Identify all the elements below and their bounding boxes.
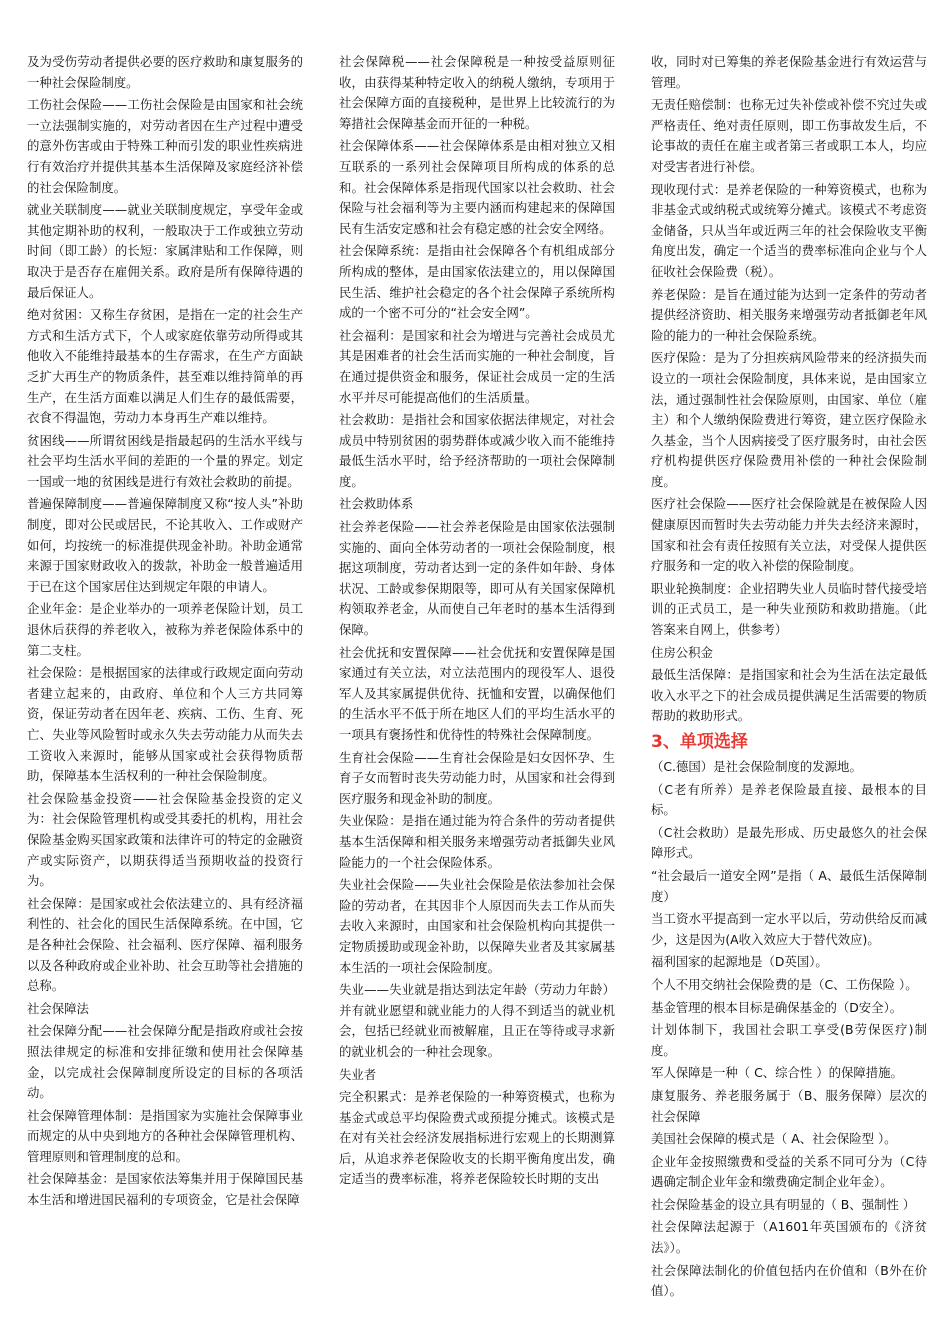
section-heading: 3、单项选择 <box>651 732 748 752</box>
paragraph: （C老有所养）是养老保险最直接、最根本的目标。 <box>651 781 927 818</box>
paragraph: （C社会救助）是最先形成、历史最悠久的社会保障形式。 <box>651 824 927 861</box>
paragraph: 社会救助体系 <box>339 496 414 512</box>
paragraph: 当工资水平提高到一定水平以后，劳动供给反而减少，这是因为(A收入效应大于替代效应)。 <box>651 911 927 947</box>
paragraph: 就业关联制度——就业关联制度规定，享受年金或其他定期补助的权利，一般取决于工作或独立劳动时间（即工龄）的长短：家属津贴和工作保障，则取决于是否存在雇佣关系。政府是所有保障待遇的最后保证人。 <box>27 202 303 300</box>
paragraph: 失业——失业就是指达到法定年龄（劳动力年龄）并有就业愿望和就业能力的人得不到适当的就业机会，包括已经就业而被解雇，且正在等待或寻求新的就业机会的一种社会现象。 <box>339 982 615 1059</box>
paragraph: 社会保障法 <box>27 1000 89 1016</box>
paragraph: 美国社会保障的模式是（ A、社会保险型 ）。 <box>651 1131 897 1147</box>
paragraph: 收，同时对已筹集的养老保险基金进行有效运营与管理。 <box>651 54 927 90</box>
paragraph: 个人不用交纳社会保险费的是（C、工伤保险 ）。 <box>651 976 918 992</box>
paragraph: 福利国家的起源地是（D英国）。 <box>651 954 828 970</box>
paragraph: 社会保障分配——社会保障分配是指政府或社会按照法律规定的标准和安排征缴和使用社会保障基金，以完成社会保障制度所设定的目标的各项活动。 <box>27 1023 303 1101</box>
paragraph: 完全积累式：是养老保险的一种筹资模式，也称为基金式或总平均保险费式或预提分摊式。该模式是在对有关社会经济发展指标进行宏观上的长期测算后，从追求养老保险收支的长期平衡角度出发，确定适当的费率标准，将养老保险较长时期的支出 <box>339 1089 615 1187</box>
paragraph: 失业保险：是指在通过能为符合条件的劳动者提供基本生活保障和相关服务来增强劳动者抵御失业风险能力的一个社会保险体系。 <box>339 813 615 870</box>
paragraph: 普遍保障制度——普遍保障制度又称“按人头”补助制度，即对公民或居民，不论其收入、工作或财产如何，均按统一的标准提供现金补助。补助金通常来源于国家财政收入的拨款，补助金一般普遍适用于已在这个国家居住达到规定年限的申请人。 <box>27 496 303 594</box>
paragraph: 社会保障法制化的价值包括内在价值和（B外在价值）。 <box>651 1262 927 1299</box>
paragraph: 社会保障法起源于（A1601年英国颁布的《济贫法》）。 <box>651 1219 927 1256</box>
paragraph: 无责任赔偿制：也称无过失补偿或补偿不究过失或严格责任、绝对责任原则，即工伤事故发生后，不论事故的责任在雇主或者第三者或职工本人，均应对受害者进行补偿。 <box>651 97 927 174</box>
paragraph: 及为受伤劳动者提供必要的医疗救助和康复服务的一种社会保险制度。 <box>27 54 303 90</box>
paragraph: 最低生活保障：是指国家和社会为生活在法定最低收入水平之下的社会成员提供满足生活需要的物质帮助的救助形式。 <box>651 667 927 724</box>
paragraph: 工伤社会保险——工伤社会保险是由国家和社会统一立法强制实施的，对劳动者因在生产过程中遭受的意外伤害或由于特殊工种而引发的职业性疾病进行有效治疗并提供其基本生活保障及家庭经济补偿的社会保险制度。 <box>27 97 303 195</box>
text-column-3 <box>651 52 927 1342</box>
paragraph: 失业者 <box>339 1066 377 1082</box>
paragraph: 失业社会保险——失业社会保险是依法参加社会保险的劳动者，在其因非个人原因而失去工作从而失去收入来源时，由国家和社会保险机构向其提供一定物质援助或现金补助，以保障失业者及其家属基本生活的一项社会保险制度。 <box>339 877 615 975</box>
paragraph: 社会保障税——社会保障税是一种按受益原则征收，由获得某种特定收入的纳税人缴纳，专项用于社会保障方面的直接税种，是世界上比较流行的为筹措社会保障基金而开征的一种税。 <box>339 54 615 131</box>
paragraph: 社会保障管理体制：是指国家为实施社会保障事业而规定的从中央到地方的各种社会保障管理机构、管理原则和管理制度的总和。 <box>27 1107 303 1164</box>
paragraph: 社会保险基金投资——社会保险基金投资的定义为：社会保险管理机构或受其委托的机构，用社会保险基金购买国家政策和法律许可的特定的金融资产或实际资产，以期获得适当预期收益的投资行为。 <box>27 790 303 889</box>
paragraph: 军人保障是一种（ C、综合性 ）的保障措施。 <box>651 1065 903 1081</box>
paragraph: 职业轮换制度：企业招聘失业人员临时替代接受培训的正式员工，是一种失业预防和救助措施。（此答案来自网上，供参考） <box>651 580 927 638</box>
paragraph: 现收现付式：是养老保险的一种筹资模式，也称为非基金式或纳税式或统筹分摊式。该模式不考虑资金储备，只从当年或近两三年的社会保险收支平衡角度出发，确定一个适当的费率标准向企业与个人征收社会保险费（税）。 <box>651 181 927 279</box>
paragraph: 企业年金：是企业举办的一项养老保险计划，员工退休后获得的养老收入，被称为养老保险体系中的第二支柱。 <box>27 601 303 658</box>
paragraph: 绝对贫困：又称生存贫困，是指在一定的社会生产方式和生活方式下，个人或家庭依靠劳动所得或其他收入不能维持最基本的生存需求，在生产方面缺乏扩大再生产的物质条件，甚至难以维持简单的再生产，在生活方面难以满足人们生存的最低需要，衣食不得温饱，劳动力本身再生产难以维持。 <box>27 307 303 426</box>
paragraph: 社会优抚和安置保障——社会优抚和安置保障是国家通过有关立法，对立法范围内的现役军人、退役军人及其家属提供优待、抚恤和安置，以确保他们的生活水平不低于所在地区人们的平均生活水平的一项具有褒扬性和优待性的特殊社会保障制度。 <box>339 644 615 742</box>
paragraph: 计划体制下，我国社会职工享受(B劳保医疗)制度。 <box>651 1022 927 1058</box>
paragraph: 社会保障：是国家或社会依法建立的、具有经济福利性的、社会化的国民生活保障系统。在中国，它是各种社会保险、社会福利、医疗保障、福利服务以及各种政府或企业补助、社会互助等社会措施的总称。 <box>27 895 303 994</box>
text-column-1 <box>27 52 303 1342</box>
paragraph: 社会保障系统：是指由社会保障各个有机组成部分所构成的整体，是由国家依法建立的，用以保障国民生活、维护社会稳定的各个社会保障子系统所构成的一个密不可分的“社会安全网”。 <box>339 243 615 321</box>
paragraph: 社会养老保险——社会养老保险是由国家依法强制实施的、面向全体劳动者的一项社会保险制度，根据这项制度，劳动者达到一定的条件如年龄、身体状况、工龄或参保期限等，即可从有关国家保障机构领取养老金，从而使自己年老时的基本生活得到保障。 <box>339 519 615 638</box>
paragraph: 医疗社会保险——医疗社会保险就是在被保险人因健康原因而暂时失去劳动能力并失去经济来源时，国家和社会有责任按照有关立法，对受保人提供医疗服务和一定的收入补偿的保险制度。 <box>651 496 927 574</box>
paragraph: 社会保险基金的设立具有明显的（ B、强制性 ） <box>651 1196 916 1212</box>
text-column-2 <box>339 52 615 1342</box>
paragraph: 贫困线——所谓贫困线是指最起码的生活水平线与社会平均生活水平间的差距的一个量的界定。划定一国或一地的贫困线是进行有效社会救助的前提。 <box>27 432 303 489</box>
paragraph: 康复服务、养老服务属于（B、服务保障）层次的社会保障 <box>651 1087 927 1124</box>
paragraph: 企业年金按照缴费和受益的关系不同可分为（C待遇确定制企业年金和缴费确定制企业年金）。 <box>651 1153 927 1190</box>
paragraph: 社会保险：是根据国家的法律或行政规定面向劳动者建立起来的，由政府、单位和个人三方共同筹资，保证劳动者在因年老、疾病、工伤、生育、死亡、失业等风险暂时或永久失去劳动能力从而失去工资收入来源时，能够从国家或社会获得物质帮助，保障基本生活权利的一种社会保险制度。 <box>27 665 303 784</box>
paragraph: 社会救助：是指社会和国家依据法律规定，对社会成员中特别贫困的弱势群体或减少收入而不能维持最低生活水平时，给予经济帮助的一项社会保障制度。 <box>339 412 615 489</box>
paragraph: “社会最后一道安全网”是指（ A、最低生活保障制度） <box>651 867 927 904</box>
paragraph: 社会保障体系——社会保障体系是由相对独立又相互联系的一系列社会保障项目所构成的体系的总和。社会保障体系是指现代国家以社会救助、社会保险与社会福利等为主要内涵而构建起来的保障国民有生活安定感和社会有稳定感的社会安全网络。 <box>339 138 615 236</box>
paragraph: 医疗保险：是为了分担疾病风险带来的经济损失而设立的一项社会保险制度，具体来说，是由国家立法，通过强制性社会保险原则，由国家、单位（雇主）和个人缴纳保险费进行筹资，建立医疗保险永久基金，当个人因病接受了医疗服务时，由社会医疗机构提供医疗保险费用补偿的一种社会保险制度。 <box>651 350 927 489</box>
paragraph: 基金管理的根本目标是确保基金的（D安全）。 <box>651 999 903 1015</box>
paragraph: 生育社会保险——生育社会保险是妇女因怀孕、生育子女而暂时丧失劳动能力时，从国家和社会得到医疗服务和现金补助的制度。 <box>339 749 615 806</box>
paragraph: （C.德国）是社会保险制度的发源地。 <box>651 759 862 774</box>
paragraph: 养老保险：是旨在通过能为达到一定条件的劳动者提供经济资助、相关服务来增强劳动者抵御老年风险的能力的一种社会保险系统。 <box>651 286 927 343</box>
paragraph: 社会福利：是国家和社会为增进与完善社会成员尤其是困难者的社会生活而实施的一种社会制度，旨在通过提供资金和服务，保证社会成员一定的生活水平并尽可能提高他们的生活质量。 <box>339 327 615 405</box>
paragraph: 住房公积金 <box>651 644 713 660</box>
paragraph: 社会保障基金：是国家依法筹集并用于保障国民基本生活和增进国民福利的专项资金，它是社会保障 <box>27 1171 303 1208</box>
